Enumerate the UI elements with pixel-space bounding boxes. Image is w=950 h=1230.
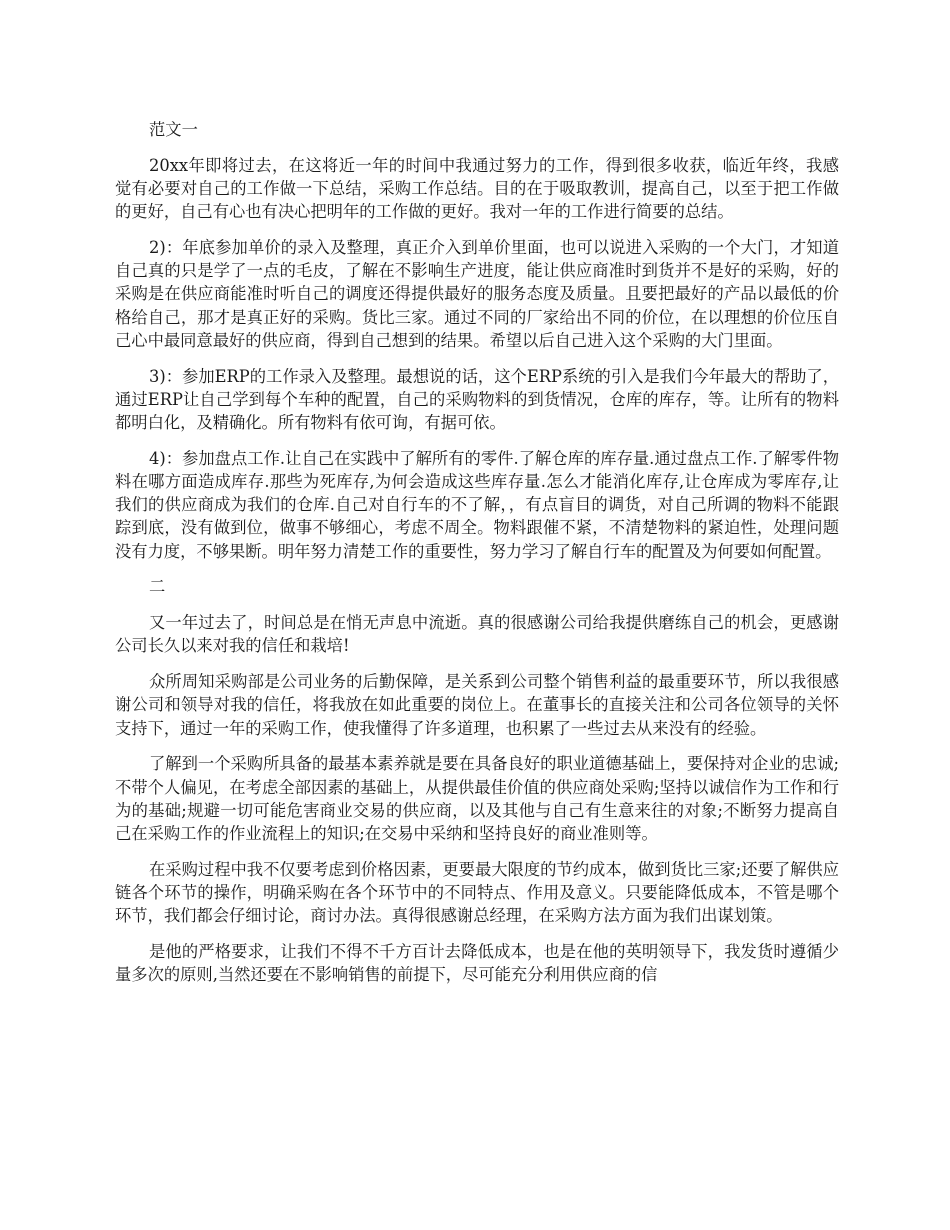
paragraph: 众所周知采购部是公司业务的后勤保障，是关系到公司整个销售利益的最重要环节，所以我很感谢公司和领导对我的信任，将我放在如此重要的岗位上。在董事长的直接关注和公司各位领导的关怀支持下，通过一年的采购工作，使我懂得了许多道理，也积累了一些过去从来没有的经验。 bbox=[115, 672, 839, 738]
section-heading: 范文一 bbox=[149, 120, 198, 139]
paragraph: 4)：参加盘点工作.让自己在实践中了解所有的零件.了解仓库的库存量.通过盘点工作.了解零件物料在哪方面造成库存.那些为死库存,为何会造成这些库存量.怎么才能消化库存,让仓库成为零库存,让我们的供应商成为我们的仓库.自己对自行车的不了解，，有点盲目的调货，对自己所调的物料不能跟踪到底，没有做到位，做事不够细心，考虑不周全。物料跟催不紧，不清楚物料的紧迫性，处理问题没有力度，不够果断。明年努力清楚工作的重要性，努力学习了解自行车的配置及为何要如何配置。 bbox=[115, 448, 839, 561]
paragraph: 了解到一个采购所具备的最基本素养就是要在具备良好的职业道德基础上，要保持对企业的忠诚;不带个人偏见，在考虑全部因素的基础上，从提供最佳价值的供应商处采购;坚持以诚信作为工作和行为的基础;规避一切可能危害商业交易的供应商，以及其他与自己有生意来往的对象;不断努力提高自己在采购工作的作业流程上的知识;在交易中采纳和坚持良好的商业准则等。 bbox=[115, 754, 839, 844]
paragraph: 又一年过去了，时间总是在悄无声息中流逝。真的很感谢公司给我提供磨练自己的机会，更感谢公司长久以来对我的信任和栽培! bbox=[115, 613, 839, 656]
section-heading: 二 bbox=[149, 577, 166, 597]
paragraph: 3)：参加ERP的工作录入及整理。最想说的话，这个ERP系统的引入是我们今年最大的帮助了，通过ERP让自己学到每个车种的配置，自己的采购物料的到货情况，仓库的库存，等。让所有的物料都明白化，及精确化。所有物料有依可询，有据可依。 bbox=[115, 366, 839, 433]
paragraph: 20xx年即将过去，在这将近一年的时间中我通过努力的工作，得到很多收获，临近年终，我感觉有必要对自己的工作做一下总结，采购工作总结。目的在于吸取教训，提高自己，以至于把工作做的更好，自己有心也有决心把明年的工作做的更好。我对一年的工作进行简要的总结。 bbox=[115, 155, 839, 222]
paragraph: 是他的严格要求，让我们不得不千方百计去降低成本，也是在他的英明领导下，我发货时遵循少量多次的原则,当然还要在不影响销售的前提下，尽可能充分利用供应商的信 bbox=[115, 942, 839, 985]
paragraph: 在采购过程中我不仅要考虑到价格因素，更要最大限度的节约成本，做到货比三家;还要了解供应链各个环节的操作，明确采购在各个环节中的不同特点、作用及意义。只要能降低成本，不管是哪个环节，我们都会仔细讨论，商讨办法。真得很感谢总经理，在采购方法方面为我们出谋划策。 bbox=[115, 859, 839, 926]
document-page bbox=[115, 118, 839, 999]
paragraph: 2)：年底参加单价的录入及整理，真正介入到单价里面，也可以说进入采购的一个大门，才知道自己真的只是学了一点的毛皮，了解在不影响生产进度，能让供应商准时到货并不是好的采购，好的采购是在供应商能准时听自己的调度还得提供最好的服务态度及质量。且要把最好的产品以最低的价格给自己，那才是真正好的采购。货比三家。通过不同的厂家给出不同的价位，在以理想的价位压自己心中最同意最好的供应商，得到自己想到的结果。希望以后自己进入这个采购的大门里面。 bbox=[115, 238, 839, 350]
